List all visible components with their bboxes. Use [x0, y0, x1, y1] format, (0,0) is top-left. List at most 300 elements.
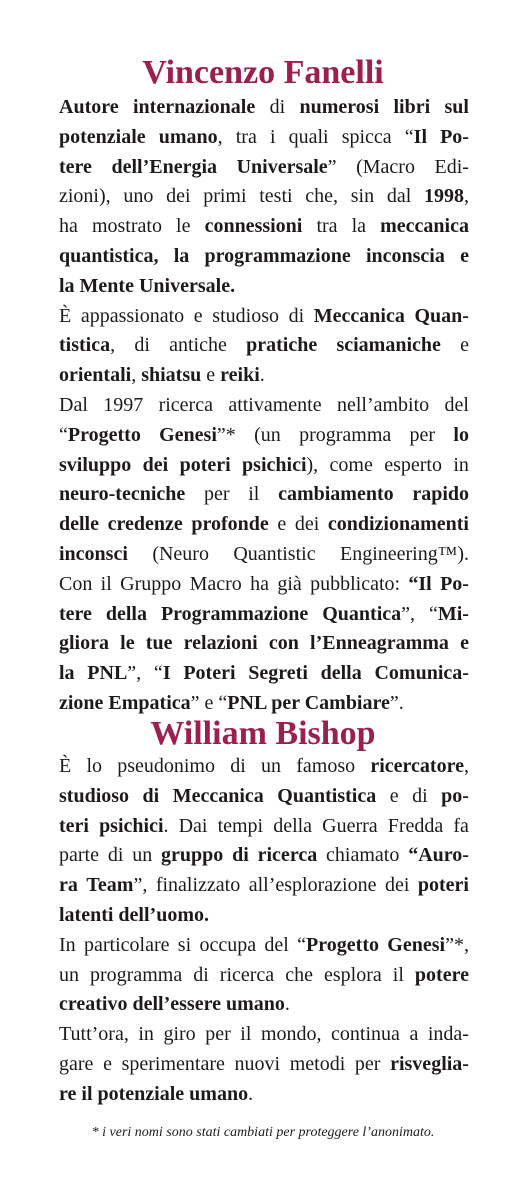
bio-text-bold: ra	[59, 874, 78, 897]
bio-word	[305, 182, 338, 212]
bio-line	[59, 153, 469, 183]
bio-text: per	[354, 1052, 381, 1075]
bio-word	[180, 451, 231, 481]
bio-word	[59, 782, 129, 812]
bio-word	[440, 570, 469, 600]
bio-text: all’esplorazione	[248, 874, 377, 897]
bio-word	[191, 510, 268, 540]
bio-text-bold: sciamaniche	[336, 334, 441, 357]
bio-word	[59, 629, 109, 659]
bio-word	[408, 570, 431, 600]
bio-text: sin	[350, 185, 375, 208]
bio-text: ”*	[216, 423, 236, 446]
bio-word	[59, 812, 89, 842]
bio-word	[259, 182, 292, 212]
bio-text: ”	[327, 155, 337, 178]
bio-text: (un	[254, 423, 281, 446]
bio-text: quali	[288, 125, 329, 148]
bio-text-bold: la	[173, 244, 190, 267]
bio-word	[84, 931, 170, 961]
bio-word	[169, 331, 227, 361]
bio-text: chiamato	[326, 844, 400, 867]
bio-word	[261, 1020, 322, 1050]
bio-word	[352, 212, 366, 242]
bio-text: Dal	[59, 393, 88, 416]
bio-text: 1997	[103, 393, 144, 416]
bio-text-bold: libri	[393, 96, 431, 118]
bio-word	[370, 752, 469, 782]
bio-text-bold: ricercatore	[370, 755, 464, 777]
bio-word	[326, 841, 399, 871]
bio-line	[59, 752, 469, 782]
bio-word	[117, 752, 215, 782]
bio-line	[59, 540, 469, 570]
bio-text-bold: gliora	[59, 632, 109, 655]
bio-word	[415, 961, 469, 991]
bio-text: un	[59, 963, 79, 986]
bio-text-bold: inconscia	[365, 244, 445, 267]
bio-text: Con	[59, 572, 93, 595]
bio-text: dei	[294, 513, 320, 536]
bio-word	[424, 182, 469, 212]
bio-text: per	[409, 423, 436, 446]
bio-text-bold: Universale	[236, 155, 328, 178]
bio-text: ,	[217, 125, 223, 148]
bio-word	[86, 752, 102, 782]
bio-word	[159, 391, 213, 421]
bio-text-bold: condizionamenti	[327, 513, 469, 536]
bio-word	[99, 812, 168, 842]
bio-line	[59, 331, 469, 361]
bio-word	[86, 871, 147, 901]
bio-text: i	[269, 125, 276, 148]
bio-word	[278, 480, 394, 510]
bio-text-bold: inconsci	[59, 542, 128, 565]
bio-word	[351, 182, 374, 212]
bio-text: Edi-	[434, 155, 469, 178]
bio-word	[236, 123, 257, 153]
bio-text: del	[264, 933, 289, 956]
bio-word	[204, 480, 230, 510]
bio-word	[460, 242, 469, 272]
bio-text-bold: credenze	[107, 513, 183, 536]
bio-word	[409, 1020, 418, 1050]
bio-text-bold: psichici	[99, 814, 164, 837]
bio-word	[261, 752, 281, 782]
bio-text-bold: rapido	[412, 483, 469, 506]
bio-word	[59, 752, 71, 782]
bio-text: e	[201, 364, 221, 387]
author-bio-bishop	[59, 752, 469, 1110]
bio-text: giro	[163, 1023, 196, 1046]
bio-word	[321, 659, 362, 689]
bio-word	[374, 659, 468, 689]
bio-word	[322, 812, 378, 842]
bio-word	[59, 451, 131, 481]
bio-text-bold: quantistica,	[59, 244, 159, 267]
bio-text: ,	[131, 364, 142, 387]
bio-text-bold: gruppo	[161, 844, 224, 867]
bio-word	[204, 242, 350, 272]
bio-word	[59, 510, 99, 540]
bio-text: programma	[90, 963, 183, 986]
bio-text-bold: po-	[441, 784, 469, 807]
bio-word	[408, 841, 469, 871]
bio-text: primi	[203, 185, 247, 208]
bio-text-bold: orientali	[59, 364, 132, 387]
bio-text: Guerra	[322, 814, 378, 837]
bio-word	[273, 812, 312, 842]
bio-word	[235, 1050, 281, 1080]
bio-word	[387, 182, 411, 212]
bio-word	[59, 123, 146, 153]
bio-word	[59, 931, 76, 961]
bio-word	[393, 93, 430, 123]
bio-text-bold: reiki	[220, 364, 260, 387]
bio-text-bold: teri	[59, 814, 89, 837]
bio-text-bold: pratiche	[246, 334, 318, 357]
bio-text: per	[205, 1023, 231, 1046]
bio-text-bold: le	[120, 632, 135, 655]
bio-word	[295, 510, 319, 540]
bio-text: È	[59, 304, 72, 327]
bio-text-bold: 1998	[423, 185, 464, 208]
bio-text-bold: la Mente Universale.	[59, 274, 236, 297]
bio-line	[59, 1050, 469, 1080]
bio-text-bold: latenti dell’uomo.	[59, 903, 209, 926]
bio-text: già	[277, 572, 302, 595]
bio-text-bold: internazionale	[132, 96, 256, 118]
bio-text-bold: numerosi	[299, 96, 380, 118]
bio-text-bold: Meccanica	[172, 784, 264, 807]
bio-word	[59, 1050, 93, 1080]
bio-word	[269, 629, 299, 659]
bio-word	[190, 570, 242, 600]
bio-word	[193, 961, 209, 991]
bio-text-bold: “Il	[408, 572, 432, 595]
bio-line	[59, 841, 469, 871]
bio-word	[159, 123, 223, 153]
bio-text-bold: sviluppo	[59, 453, 132, 476]
bio-word	[178, 931, 191, 961]
bio-line	[59, 272, 469, 302]
bio-text-bold: tistica	[59, 334, 111, 357]
bio-text: ha	[250, 572, 269, 595]
author-name-fanelli: Vincenzo Fanelli	[142, 54, 384, 91]
bio-word	[176, 212, 190, 242]
bio-text: esperto	[384, 453, 442, 476]
bio-word	[59, 600, 92, 630]
bio-word	[324, 961, 382, 991]
bio-word	[418, 871, 469, 901]
bio-line	[59, 629, 469, 659]
bio-word	[228, 391, 321, 421]
bio-text: di	[412, 784, 428, 807]
bio-word	[59, 659, 75, 689]
bio-word	[161, 841, 223, 871]
bio-text: in	[453, 453, 469, 476]
bio-word	[59, 331, 115, 361]
bio-text-bold: creativo dell’essere umano	[59, 993, 285, 1016]
bio-text: antiche	[169, 334, 227, 357]
bio-text: di	[107, 844, 124, 867]
bio-text-bold: sul	[444, 96, 469, 118]
bio-word	[405, 123, 427, 153]
bio-text: fa	[453, 814, 469, 837]
bio-word	[249, 871, 377, 901]
bio-text-bold: Mi-	[437, 602, 469, 625]
bio-word	[460, 331, 469, 361]
bio-text: un	[132, 844, 153, 867]
bio-text-bold: I	[162, 662, 171, 685]
bio-word	[330, 451, 373, 481]
bio-word	[59, 212, 78, 242]
bio-text-bold: zione Empatica	[59, 691, 191, 714]
author-name-bishop: William Bishop	[150, 715, 376, 752]
bio-word	[242, 451, 318, 481]
bio-word	[183, 659, 235, 689]
bio-text: ”,	[133, 874, 148, 897]
bio-word	[453, 812, 469, 842]
bio-word	[166, 182, 190, 212]
bio-line	[59, 451, 469, 481]
bio-text-bold: tere	[59, 155, 92, 178]
bio-text: Dai	[178, 814, 208, 837]
bio-text-bold: relazioni	[183, 632, 258, 655]
bio-word	[59, 242, 158, 272]
bio-text: sperimentare	[121, 1052, 225, 1075]
bio-word	[59, 1020, 129, 1050]
bio-word	[435, 153, 469, 183]
bio-text: Gruppo	[120, 572, 182, 595]
bio-text: che	[285, 963, 313, 986]
bio-line	[59, 361, 469, 391]
bio-word	[393, 961, 404, 991]
bio-word	[103, 1050, 112, 1080]
bio-text: e	[277, 513, 287, 536]
bio-text: .	[259, 364, 265, 387]
bio-text: .	[163, 814, 169, 837]
bio-text-bold: risveglia-	[390, 1052, 469, 1075]
bio-text-bold: poteri	[179, 453, 231, 476]
bio-text-bold: della	[105, 602, 147, 625]
bio-text-bold: Progetto	[306, 933, 379, 956]
bio-text: di	[193, 963, 209, 986]
bio-text: famoso	[296, 755, 356, 777]
bio-text: ,	[110, 334, 116, 357]
bio-word	[240, 1020, 251, 1050]
bio-word	[59, 871, 78, 901]
bio-text: ” e “	[190, 691, 228, 714]
bio-word	[289, 123, 329, 153]
bio-text-bold: Progetto	[67, 423, 141, 446]
bio-word	[59, 182, 111, 212]
bio-line	[59, 871, 469, 901]
bio-word	[108, 510, 183, 540]
bio-word	[120, 629, 134, 659]
bio-word	[159, 421, 236, 451]
bio-text: occupa	[199, 933, 257, 956]
bio-text-bold: tere	[59, 602, 92, 625]
bio-word	[194, 302, 203, 332]
bio-word	[152, 540, 209, 570]
bio-text-bold: Po-	[440, 572, 469, 595]
bio-text-bold: potenziale	[59, 125, 146, 148]
bio-text-bold: meccanica	[380, 215, 469, 238]
bio-text: “	[59, 423, 68, 446]
bio-text-bold: Meccanica	[313, 304, 405, 327]
bio-text: ,	[463, 185, 469, 208]
bio-word	[336, 331, 440, 361]
bio-word	[388, 812, 444, 842]
author-bio-fanelli	[59, 93, 469, 719]
bio-text: metodi	[289, 1052, 346, 1075]
bio-text: ”,	[401, 602, 416, 625]
bio-text: inda-	[427, 1023, 469, 1046]
bio-text: a	[409, 1023, 419, 1046]
bio-text: .	[248, 1082, 254, 1105]
bio-text: uno	[123, 185, 154, 208]
bio-text-bold: Quantistica	[277, 784, 377, 807]
bio-text: dei	[166, 185, 191, 208]
bio-text: la	[351, 215, 367, 238]
bio-word	[173, 782, 264, 812]
bio-word	[412, 782, 428, 812]
bio-text: e	[389, 784, 399, 807]
bio-text: Macro	[189, 572, 242, 595]
bio-text: ricerca	[158, 393, 213, 416]
bio-text: gare	[59, 1052, 94, 1075]
bio-text: In	[59, 933, 76, 956]
bio-text-bold: neuro-tecniche	[59, 483, 186, 506]
bio-word	[123, 182, 153, 212]
bio-word	[410, 421, 436, 451]
bio-word	[132, 841, 152, 871]
bio-text-bold: re il potenziale umano	[59, 1082, 249, 1105]
bio-word	[384, 451, 442, 481]
bio-word	[390, 782, 399, 812]
bio-word	[328, 510, 469, 540]
bio-text: Quantistic	[233, 542, 316, 565]
bio-word	[277, 782, 376, 812]
bio-word	[133, 93, 255, 123]
bio-line	[59, 123, 469, 153]
bio-text-bold: potere	[414, 963, 469, 986]
bio-text: “	[428, 602, 438, 625]
bio-word	[277, 570, 301, 600]
bio-text-bold: la	[59, 662, 75, 685]
bio-text: di	[288, 304, 305, 327]
bio-text: spicca	[341, 125, 392, 148]
bio-text: ha	[59, 215, 78, 238]
bio-word	[120, 570, 181, 600]
bio-word	[270, 93, 286, 123]
bio-word	[230, 752, 246, 782]
bio-text: ,	[463, 755, 469, 777]
bio-word	[232, 841, 249, 871]
bio-word	[356, 153, 415, 183]
bio-word	[87, 659, 141, 689]
bio-word	[179, 812, 208, 842]
bio-text: Fredda	[387, 814, 444, 837]
bio-text: il	[392, 963, 404, 986]
bio-line	[59, 421, 469, 451]
bio-word	[453, 451, 469, 481]
bio-word	[316, 212, 337, 242]
bio-word	[340, 540, 469, 570]
bio-word	[246, 331, 317, 361]
bio-word	[212, 302, 279, 332]
bio-line	[59, 480, 469, 510]
bio-text: e	[193, 304, 203, 327]
bio-word	[108, 841, 124, 871]
bio-text-bold: di	[232, 844, 249, 867]
bio-text: e	[103, 1052, 112, 1075]
bio-word	[250, 570, 269, 600]
bio-word	[81, 302, 184, 332]
bio-text: di	[230, 755, 246, 777]
bio-word	[460, 629, 469, 659]
bio-word	[429, 600, 469, 630]
bio-word	[366, 242, 445, 272]
bio-text: programma	[299, 423, 392, 446]
bio-word	[59, 153, 92, 183]
bio-text-bold: cambiamento	[278, 483, 394, 506]
bio-text: ),	[306, 453, 319, 476]
bio-text: testi	[259, 185, 293, 208]
bio-text-bold: Il	[413, 125, 427, 148]
bio-word	[59, 93, 119, 123]
bio-text: tra	[316, 215, 338, 238]
footnote: * i veri nomi sono stati cambiati per proteggere l’anonimato.	[91, 1125, 435, 1140]
bio-word	[337, 391, 429, 421]
bio-text: pseudonimo	[117, 755, 215, 777]
bio-word	[233, 540, 315, 570]
bio-text-bold: ricerca	[257, 844, 318, 867]
bio-text: del	[444, 393, 469, 416]
bio-word	[387, 931, 469, 961]
bio-text: (Neuro	[152, 542, 209, 565]
bio-text: in	[138, 1023, 154, 1046]
bio-word	[390, 1050, 469, 1080]
bio-text: tra	[235, 125, 257, 148]
bio-text-bold: di	[142, 784, 160, 807]
bio-text: tempi	[217, 814, 264, 837]
bio-word	[106, 600, 147, 630]
bio-line	[59, 182, 469, 212]
bio-text: pubblicato:	[310, 572, 401, 595]
bio-word	[453, 421, 469, 451]
bio-text: esplora	[323, 963, 382, 986]
bio-word	[290, 1050, 346, 1080]
bio-text-bold: e	[460, 244, 469, 267]
bio-line	[59, 600, 469, 630]
bio-word	[199, 931, 256, 961]
bio-text-bold: l’Enneagramma	[310, 632, 449, 655]
bio-text: È	[59, 755, 72, 777]
bio-word	[146, 629, 173, 659]
bio-word	[412, 480, 469, 510]
bio-word	[59, 961, 79, 991]
bio-word	[161, 600, 308, 630]
bio-text: lo	[86, 755, 102, 777]
bio-line	[59, 391, 469, 421]
bio-text: nuovi	[234, 1052, 281, 1075]
bio-text-bold: PNL per Cambiare	[227, 691, 390, 714]
bio-line	[59, 961, 469, 991]
bio-word	[380, 212, 469, 242]
bio-text-bold: Segreti	[248, 662, 308, 685]
